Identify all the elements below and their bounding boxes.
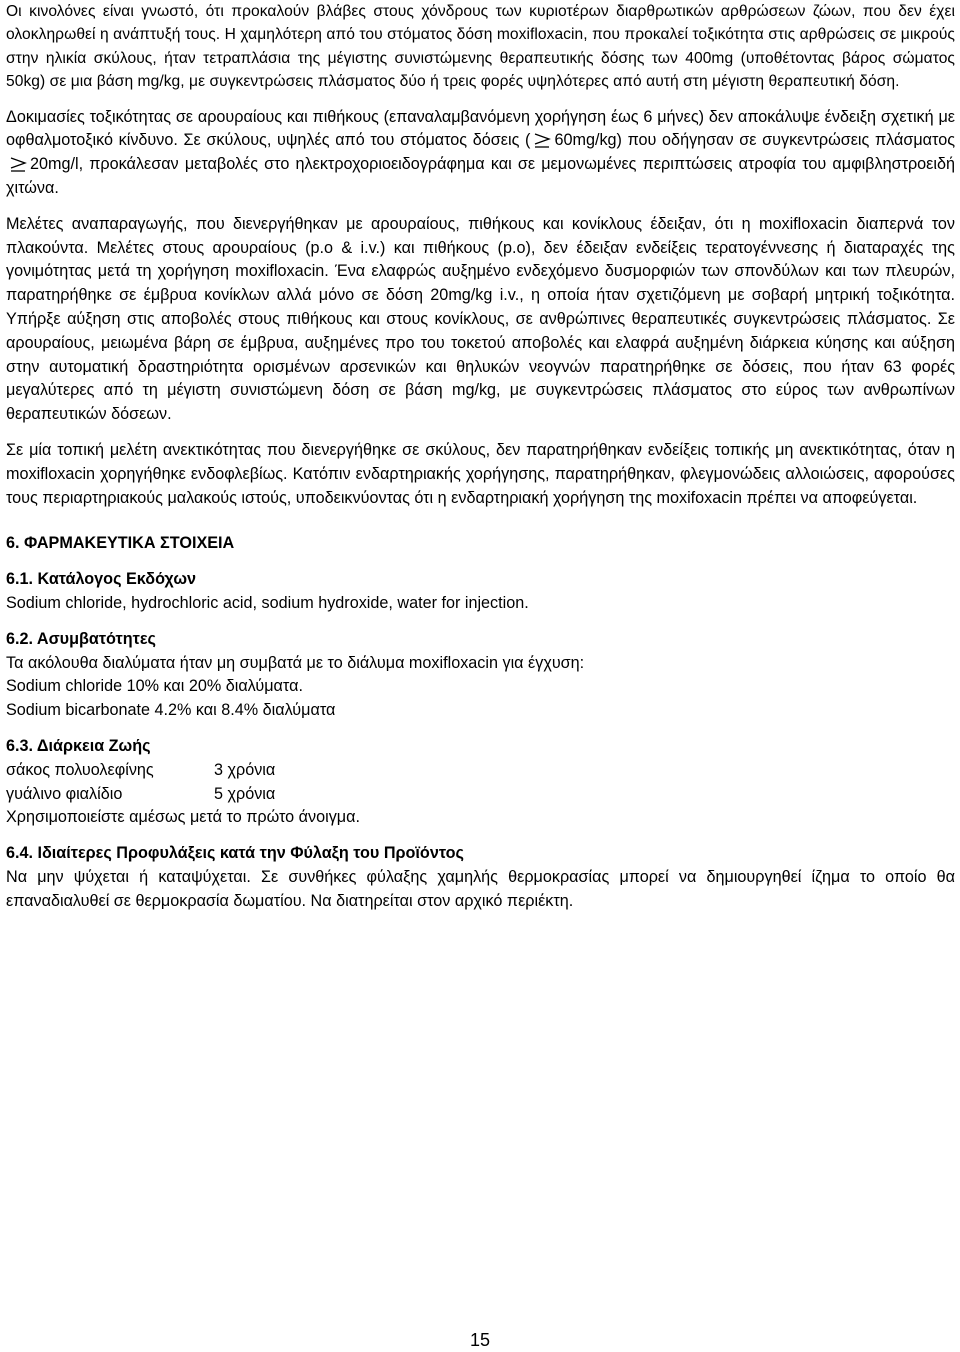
section-6-3-heading: 6.3. Διάρκεια Ζωής [6, 736, 151, 755]
section-6-4-body: Να μην ψύχεται ή καταψύχεται. Σε συνθήκες φύλαξης χαμηλής θερμοκρασίας μπορεί να δημιουργηθεί ίζημα το οποίο θα επαναδιαλυθεί σε θερμοκρασία δωματίου. Να διατηρείται στον αρχικό περιέκτη. [6, 867, 955, 910]
section-6-3-note: Χρησιμοποιείστε αμέσως μετά το πρώτο άνοιγμα. [6, 808, 360, 827]
shelf-life-container: γυάλινο φιαλίδιο [6, 784, 123, 803]
spacer [6, 723, 955, 735]
paragraph-ocular-toxicity [6, 106, 955, 201]
shelf-life-row [6, 783, 955, 807]
shelf-life-row [6, 759, 955, 783]
spacer [6, 427, 955, 439]
greater-or-equal-icon [8, 156, 28, 172]
paragraph-ocular-toxicity-part-2: 60mg/kg) που οδήγησαν σε συγκεντρώσεις πλάσματος [554, 131, 956, 150]
spacer [6, 201, 955, 213]
spacer [6, 830, 955, 842]
page-number: 15 [469, 1330, 491, 1350]
spacer [6, 556, 955, 568]
spacer [6, 522, 955, 532]
spacer [6, 616, 955, 628]
spacer [6, 94, 955, 106]
spacer [6, 510, 955, 522]
section-6-2-heading: 6.2. Ασυμβατότητες [6, 629, 156, 648]
shelf-life-period: 5 χρόνια [214, 784, 276, 803]
section-6-heading: 6. ΦΑΡΜΑΚΕΥΤΙΚΑ ΣΤΟΙΧΕΙΑ [6, 534, 235, 553]
paragraph-local-tolerance: Σε μία τοπική μελέτη ανεκτικότητας που διενεργήθηκε σε σκύλους, δεν παρατηρήθηκαν ενδείξεις τοπικής μη ανεκτικότητας, όταν η moxifloxacin χορηγήθηκε ενδοφλεβίως. Κατόπιν ενδαρτηριακής χορήγησης, παρατηρήθηκαν, φλεγμονώδεις αλλοιώσεις, αφορούσες τους περιαρτηριακούς μαλακούς ιστούς, υποδεικνύοντας ότι η ενδαρτηριακή χορήγηση της moxifoxacin πρέπει να αποφεύγεται. [6, 440, 955, 507]
section-6-2-line-2: Sodium chloride 10% και 20% διαλύματα. [6, 677, 303, 696]
section-6-2-line-3: Sodium bicarbonate 4.2% και 8.4% διαλύματα [6, 701, 336, 720]
shelf-life-period: 3 χρόνια [214, 760, 276, 779]
paragraph-reproduction-studies: Μελέτες αναπαραγωγής, που διενεργήθηκαν με αρουραίους, πιθήκους και κονίκλους έδειξαν, ότι η moxifloxacin διαπερνά τον πλακούντα. Μελέτες στους αρουραίους (p.o & i.v.) και πιθήκους (p.o), δεν έδειξαν ενδείξεις τερατογέννεσης ή διαταραχές της γονιμότητας μετά τη χορήγηση moxifloxacin. Ένα ελαφρώς αυξημένο ενδεχόμενο δυσμορφιών των σπονδύλων και των πλευρών, παρατηρήθηκε σε έμβρυα κονίκλων αλλά μόνο σε δόση 20mg/kg i.v., η οποία ήταν σχετιζόμενη με σοβαρή μητρική τοξικότητα. Υπήρξε αύξηση στις αποβολές στους πιθήκους και στους κονίκλους, σε ανθρώπινες θεραπευτικές συγκεντρώσεις πλάσματος. Σε αρουραίους, μειωμένα βάρη σε έμβρυα, αυξημένες προ του τοκετού αποβολές και ελαφρά αυξημένη διάρκεια κύησης και αύξηση στην αυτοματική δραστηριότητα ορισμένων αρσενικών και θηλυκών νεογνών παρατηρήθηκε σε δόσεις, που ήταν 63 φορές μεγαλύτερες από τη μέγιστη συνιστώμενη δόση σε βάση mg/kg, με συγκεντρώσεις πλάσματος στο εύρος των ανθρωπίνων θεραπευτικών δόσεων. [6, 214, 955, 424]
section-6-1-heading: 6.1. Κατάλογος Εκδόχων [6, 570, 197, 589]
paragraph-ocular-toxicity-part-3: 20mg/l, προκάλεσαν μεταβολές στο ηλεκτροχοριοειδογράφημα και σε μεμονωμένες περιπτώσεις ατροφία του αμφιβληστροειδή χιτώνα. [6, 155, 955, 198]
section-6-2-line-1: Τα ακόλουθα διαλύματα ήταν μη συμβατά με το διάλυμα moxifloxacin για έγχυση: [6, 653, 585, 672]
shelf-life-container: σάκος πολυολεφίνης [6, 760, 154, 779]
section-6-1-body: Sodium chloride, hydrochloric acid, sodium hydroxide, water for injection. [6, 593, 529, 612]
greater-or-equal-icon [532, 132, 552, 148]
paragraph-cartilage-toxicity: Οι κινολόνες είναι γνωστό, ότι προκαλούν βλάβες στους χόνδρους των κυριοτέρων διαρθρωτικών αρθρώσεων ζώων, που δεν έχει ολοκληρωθεί η ανάπτυξή τους. Η χαμηλότερη από του στόματος δόση moxifloxacin, που προκαλεί τοξικότητα στις αρθρώσεις σε μικρούς στην ηλικία σκύλους, ήταν τετραπλάσια της μέγιστης συνιστώμενης θεραπευτικής δόσης των 400mg (υποθέτοντας βάρος σώματος 50kg) σε μια βάση mg/kg, με συγκεντρώσεις πλάσματος δύο ή τρεις φορές υψηλότερες από αυτή στη μέγιστη θεραπευτική δόση. [6, 3, 955, 91]
section-6-4-heading: 6.4. Ιδιαίτερες Προφυλάξεις κατά την Φύλαξη του Προϊόντος [6, 844, 464, 863]
paragraph-ocular-toxicity-part-1: Δοκιμασίες τοξικότητας σε αρουραίους και πιθήκους (επαναλαμβανόμενη χορήγηση έως 6 μήνες) δεν αποκάλυψε ένδειξη σχετική με οφθαλμοτοξικό κίνδυνο. Σε σκύλους, υψηλές από του στόματος δόσεις ( [6, 107, 955, 150]
